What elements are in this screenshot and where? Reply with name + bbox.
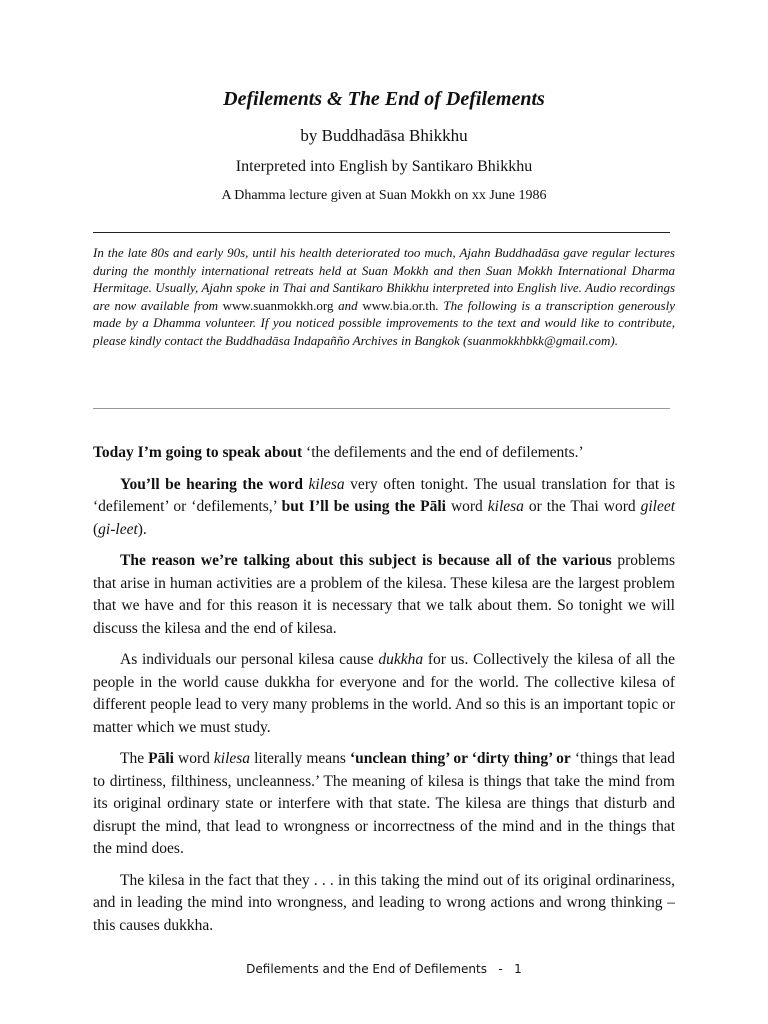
p4-text-2: for us. Collectively the kilesa of all the people in the world cause dukkha for everyone and for the world. The collective kilesa of different people lead to very many problems in the world. And so this is an important topic or matter which we must study. — [93, 651, 676, 736]
p5-term-1: kilesa — [213, 750, 251, 767]
p5-bold-2: ‘unclean thing’ or ‘dirty thing’ or — [349, 750, 571, 767]
intro-url-2: www.bia.or.th — [362, 297, 436, 313]
p3-rest: problems that arise in human activities are a problem of the kilesa. These kilesa are the largest problem that we have and for this reason it is necessary that we talk about them. So tonight we will discuss the kilesa and the end of kilesa. — [93, 552, 676, 637]
p2-text-5: ). — [137, 520, 147, 538]
p1-lead: Today I’m going to speak about — [93, 444, 303, 461]
p3-lead: The reason we’re talking about this subject is because all of the various — [120, 552, 612, 569]
p5-text-3: literally means — [250, 750, 350, 767]
p5-text-4: ‘things that lead to dirtiness, filthiness, uncleanness.’ The meaning of kilesa is things that take the mind from its original ordinary state or interfere with that state. The kilesa are things that disturb and disrupt the mind, that lead to wrongness or incorrectness of the mind and in the things that the mind does. — [93, 750, 675, 857]
body-text — [93, 442, 675, 946]
intro-url-1: www.suanmokkh.org — [222, 297, 334, 313]
p2-term-2: kilesa — [487, 498, 524, 515]
paragraph-6: The kilesa in the fact that they . . . in this taking the mind out of its original ordinariness, and in leading the mind into wrongness, and leading to wrong actions and wrong thinking – this causes dukkha. — [93, 871, 675, 934]
paragraph-3 — [93, 550, 675, 640]
p2-term-1: kilesa — [308, 475, 345, 493]
paragraph-5 — [93, 748, 675, 861]
paragraph-2 — [93, 474, 675, 542]
p5-text-1: The — [120, 750, 149, 767]
document-title: Defilements & The End of Defilements — [223, 88, 545, 110]
p2-bold-1: but I’ll be using the Pāli — [281, 498, 446, 515]
p5-bold-1: Pāli — [148, 750, 174, 767]
p5-text-2: word — [173, 750, 214, 767]
interpreter-line: Interpreted into English by Santikaro Bhikkhu — [235, 158, 533, 175]
page-footer: Defilements and the End of Defilements - 1 — [246, 962, 522, 976]
author-byline: by Buddhadāsa Bhikkhu — [300, 126, 468, 145]
p2-term-4: gi-leet — [98, 520, 138, 538]
intro-and: and — [333, 297, 363, 313]
paragraph-1 — [93, 442, 675, 465]
p4-term-1: dukkha — [378, 651, 424, 668]
intro-text-2: . The following is a transcription generously made by a Dhamma volunteer. If you noticed possible improvements to the text and would like to contribute, please kindly contact the Buddhadāsa Indapañño Archives in Bangkok (suanmokkhbkk@gmail.com). — [93, 297, 675, 348]
p2-text-4: ( — [93, 520, 99, 538]
p2-lead: You’ll be hearing the word — [120, 475, 304, 493]
bottom-divider — [93, 408, 670, 409]
intro-note — [93, 244, 675, 350]
p2-text-2: word — [445, 498, 488, 515]
lecture-info: A Dhamma lecture given at Suan Mokkh on xx June 1986 — [221, 188, 547, 203]
p2-text-3: or the Thai word — [523, 498, 641, 515]
paragraph-4 — [93, 649, 675, 739]
p1-rest: ‘the defilements and the end of defilements.’ — [302, 444, 584, 461]
p2-text-1: very often tonight. The usual translation for that is ‘defilement’ or ‘defilements,’ — [93, 475, 675, 515]
p2-term-3: gileet — [640, 498, 676, 515]
p4-text-1: As individuals our personal kilesa cause — [120, 651, 379, 668]
intro-text-1: In the late 80s and early 90s, until his health deteriorated too much, Ajahn Buddhadāsa gave regular lectures during the monthly international retreats held at Suan Mokkh and then Suan Mokkh International Dharma Hermitage. Usually, Ajahn spoke in Thai and Santikaro Bhikkhu interpreted into English live. Audio recordings are now available from — [93, 245, 675, 313]
top-divider — [93, 232, 670, 233]
